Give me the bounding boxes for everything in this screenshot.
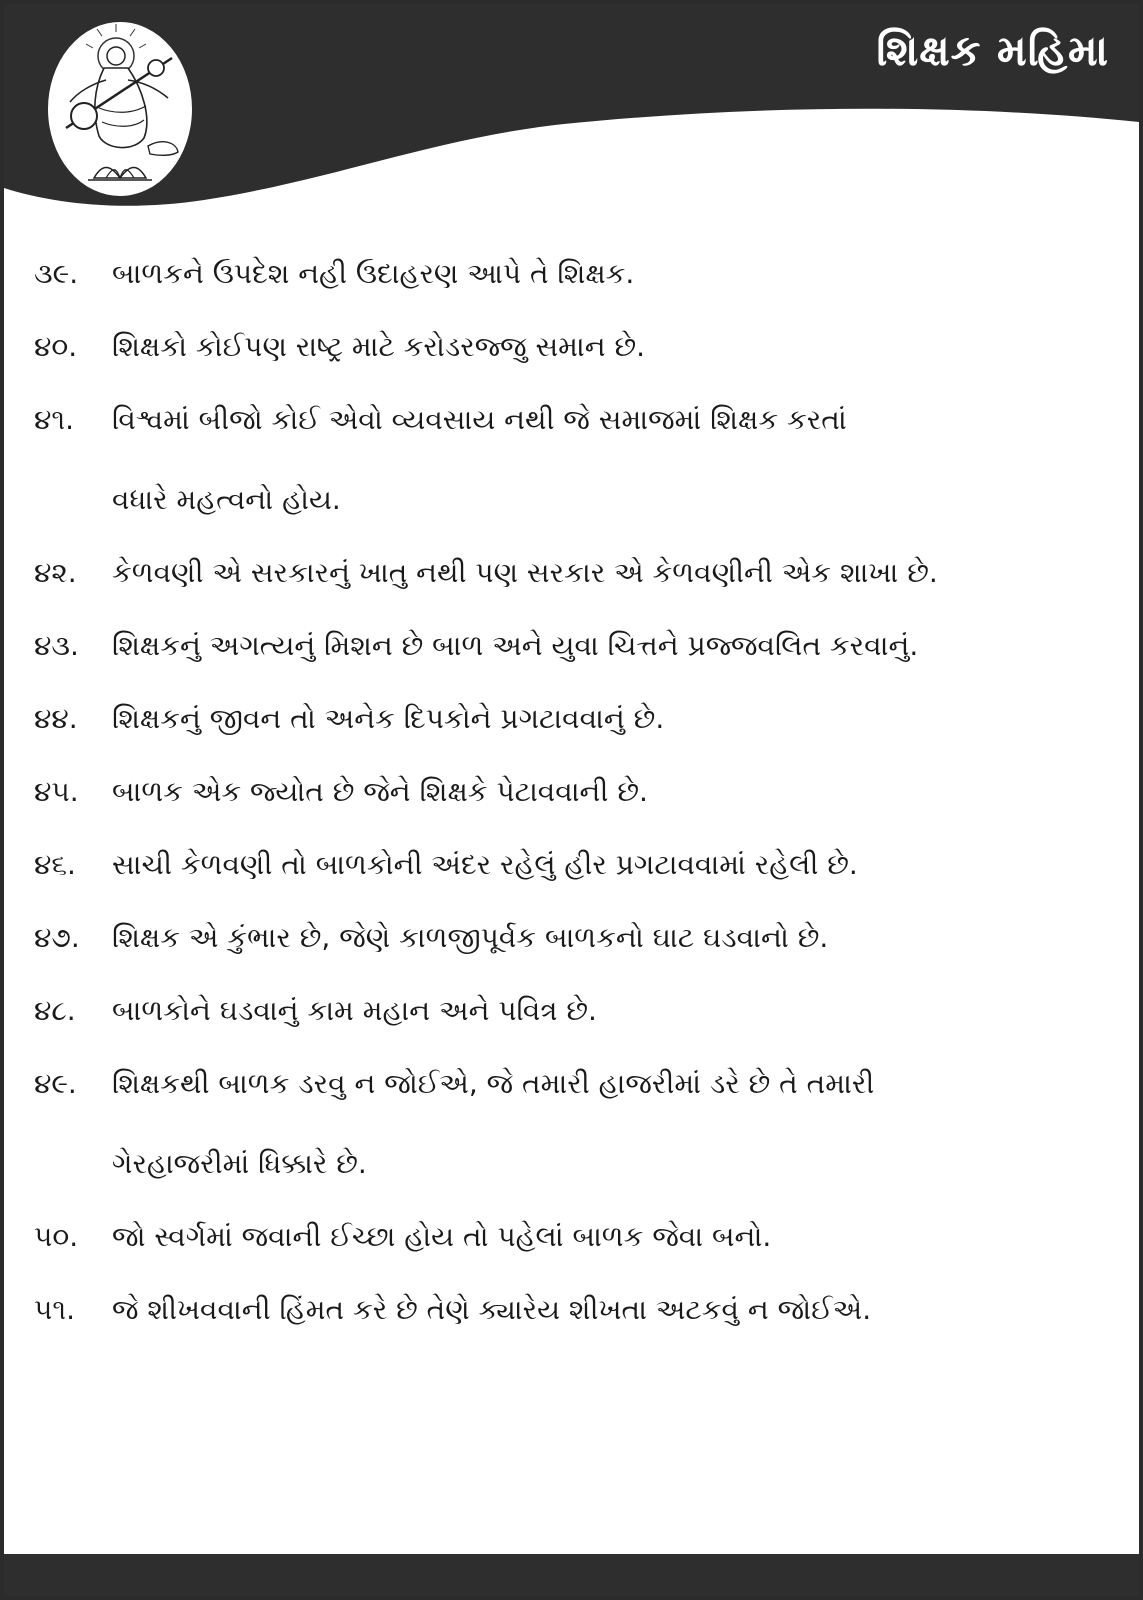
page-title: શિક્ષક મહિમા	[876, 26, 1109, 75]
item-number: ૪૩.	[34, 629, 79, 662]
item-text	[112, 1219, 1124, 1255]
item-number: ૫૧.	[34, 1293, 76, 1326]
item-text	[112, 256, 1124, 292]
item-number: ૪૬.	[34, 848, 76, 881]
item-number: ૪૪.	[34, 702, 78, 735]
list-item	[34, 256, 1124, 292]
item-number: ૪૯.	[34, 1067, 77, 1100]
item-text-line: બાળકને ઉપદેશ નહી ઉદાહરણ આપે તે શિક્ષક.	[112, 257, 635, 290]
item-text	[112, 1292, 1124, 1328]
list-item	[34, 1292, 1124, 1328]
item-text	[112, 1066, 1124, 1182]
item-number: ૪૦.	[34, 330, 78, 363]
item-number: ૪૫.	[34, 775, 79, 808]
item-number: ૫૦.	[34, 1220, 79, 1253]
item-text-line: જે શીખવવાની હિંમત કરે છે તેણે ક્યારેય શીખતા અટકવું ન જોઈએ.	[112, 1293, 872, 1326]
item-text-line: જો સ્વર્ગમાં જવાની ઈચ્છા હોય તો પહેલાં બાળક જેવા બનો.	[112, 1220, 772, 1253]
list-item	[34, 628, 1124, 664]
item-text-line: શિક્ષકો કોઈપણ રાષ્ટ્ર માટે કરોડરજ્જુ સમાન છે.	[112, 330, 646, 363]
item-text	[112, 555, 1124, 591]
list-item	[34, 774, 1124, 810]
list-item	[34, 402, 1124, 518]
item-text-line: શિક્ષકનું જીવન તો અનેક દિપકોને પ્રગટાવવાનું છે.	[112, 702, 665, 735]
item-text	[112, 701, 1124, 737]
list-item	[34, 1219, 1124, 1255]
item-text-line: બાળકોને ઘડવાનું કામ મહાન અને પવિત્ર છે.	[112, 994, 597, 1027]
item-text	[112, 774, 1124, 810]
list-item	[34, 920, 1124, 956]
list-item	[34, 993, 1124, 1029]
footer-bar	[4, 1554, 1139, 1596]
item-text-line: વિશ્વમાં બીજો કોઈ એવો વ્યવસાય નથી જે સમાજમાં શિક્ષક કરતાં	[112, 403, 847, 436]
item-number: ૪૭.	[34, 921, 80, 954]
item-text-line: વધારે મહત્વનો હોય.	[112, 483, 341, 516]
item-text	[112, 628, 1124, 664]
quotes-list	[34, 256, 1124, 1365]
saraswati-emblem-icon	[44, 18, 196, 200]
item-text	[112, 920, 1124, 956]
item-text-line: શિક્ષકથી બાળક ડરવુ ન જોઈએ, જે તમારી હાજરીમાં ડરે છે તે તમારી	[112, 1067, 875, 1100]
item-text-line: કેળવણી એ સરકારનું ખાતુ નથી પણ સરકાર એ કેળવણીની એક શાખા છે.	[112, 556, 938, 589]
item-text-line: શિક્ષક એ કુંભાર છે, જેણે કાળજીપૂર્વક બાળકનો ઘાટ ઘડવાનો છે.	[112, 921, 829, 954]
item-text-line: સાચી કેળવણી તો બાળકોની અંદર રહેલું હીર પ્રગટાવવામાં રહેલી છે.	[112, 848, 858, 881]
item-text	[112, 402, 1124, 518]
item-text-line: ગેરહાજરીમાં ધિક્કારે છે.	[112, 1147, 367, 1180]
item-number: ૪૨.	[34, 556, 77, 589]
item-text	[112, 847, 1124, 883]
item-text	[112, 993, 1124, 1029]
item-text	[112, 329, 1124, 365]
list-item	[34, 847, 1124, 883]
item-number: ૪૮.	[34, 994, 76, 1027]
item-number: ૪૧.	[34, 403, 74, 436]
list-item	[34, 1066, 1124, 1182]
item-text-line: શિક્ષકનું અગત્યનું મિશન છે બાળ અને યુવા ચિત્તને પ્રજ્જવલિત કરવાનું.	[112, 629, 919, 662]
item-text-line: બાળક એક જ્યોત છે જેને શિક્ષકે પેટાવવાની છે.	[112, 775, 648, 808]
list-item	[34, 701, 1124, 737]
list-item	[34, 555, 1124, 591]
item-number: ૩૯.	[34, 257, 79, 290]
list-item	[34, 329, 1124, 365]
